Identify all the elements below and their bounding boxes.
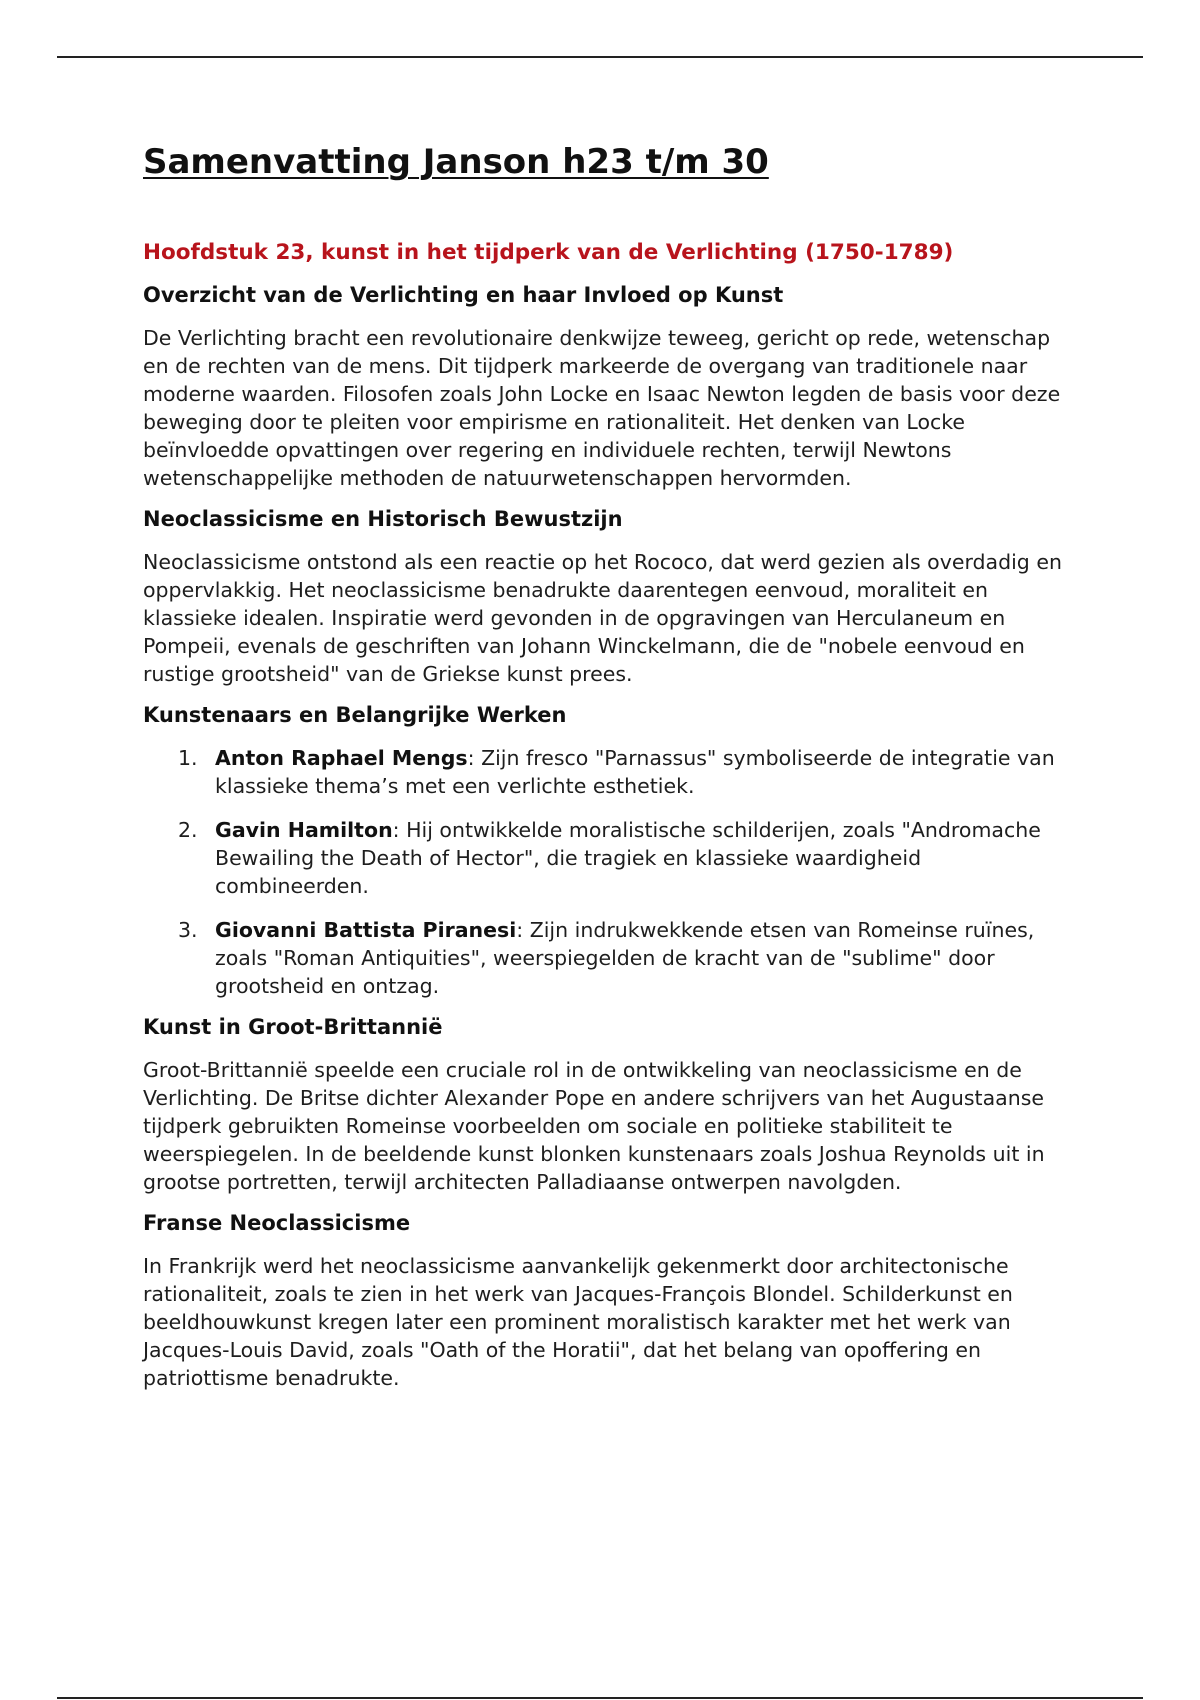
- artist-description: : Hij ontwikkelde moralistische schilderijen, zoals "Andromache Bewailing the Death of Hector", die tragiek en klassieke waardigheid combineerden.: [215, 818, 1041, 898]
- section-paragraph-groot-brittannie: Groot-Brittannië speelde een cruciale rol in de ontwikkeling van neoclassicisme en de Verlichting. De Britse dichter Alexander Pope en andere schrijvers van het Augustaanse tijdperk gebruikten Romeinse voorbeelden om sociale en politieke stabiliteit te weerspiegelen. In de beeldende kunst blonken kunstenaars zoals Joshua Reynolds uit in grootse portretten, terwijl architecten Palladiaanse ontwerpen navolgden.: [143, 1058, 1045, 1194]
- artist-name: Giovanni Battista Piranesi: [215, 918, 517, 942]
- artist-description: : Zijn fresco "Parnassus" symboliseerde de integratie van klassieke thema’s met een verlichte esthetiek.: [215, 746, 1055, 798]
- section-paragraph-franse-neoclassicisme: In Frankrijk werd het neoclassicisme aanvankelijk gekenmerkt door architectonische rationaliteit, zoals te zien in het werk van Jacques-François Blondel. Schilderkunst en beeldhouwkunst kregen later een prominent moralistisch karakter met het werk van Jacques-Louis David, zoals "Oath of the Horatii", dat het belang van opoffering en patriottisme benadrukte.: [143, 1254, 1013, 1390]
- section-heading-groot-brittannie: Kunst in Groot-Brittannië: [143, 1015, 443, 1039]
- section-heading-verlichting: Overzicht van de Verlichting en haar Invloed op Kunst: [143, 283, 784, 307]
- section-paragraph-neoclassicisme: Neoclassicisme ontstond als een reactie op het Rococo, dat werd gezien als overdadig en oppervlakkig. Het neoclassicisme benadrukte daarentegen eenvoud, moraliteit en klassieke idealen. Inspiratie werd gevonden in de opgravingen van Herculaneum en Pompeii, evenals de geschriften van Johann Winckelmann, die de "nobele eenvoud en rustige grootsheid" van de Griekse kunst prees.: [143, 550, 1062, 686]
- page-bottom-rule: [57, 1697, 1143, 1699]
- section-paragraph-verlichting: De Verlichting bracht een revolutionaire denkwijze teweeg, gericht op rede, wetenschap en de rechten van de mens. Dit tijdperk markeerde de overgang van traditionele naar moderne waarden. Filosofen zoals John Locke en Isaac Newton legden de basis voor deze beweging door te pleiten voor empirisme en rationaliteit. Het denken van Locke beïnvloedde opvattingen over regering en individuele rechten, terwijl Newtons wetenschappelijke methoden de natuurwetenschappen hervormden.: [143, 326, 1061, 490]
- chapter-heading: Hoofdstuk 23, kunst in het tijdperk van de Verlichting (1750-1789): [143, 240, 954, 265]
- artist-list: [143, 744, 1063, 1000]
- artist-name: Gavin Hamilton: [215, 818, 393, 842]
- document-body: [143, 140, 1063, 1392]
- list-item: [178, 744, 1063, 800]
- document-title: Samenvatting Janson h23 t/m 30: [143, 142, 769, 182]
- section-heading-franse-neoclassicisme: Franse Neoclassicisme: [143, 1211, 411, 1235]
- list-item-number: 2.: [178, 818, 198, 842]
- list-item-number: 1.: [178, 746, 198, 770]
- section-heading-kunstenaars: Kunstenaars en Belangrijke Werken: [143, 703, 567, 727]
- list-item: [178, 816, 1063, 900]
- list-item-number: 3.: [178, 918, 198, 942]
- section-heading-neoclassicisme: Neoclassicisme en Historisch Bewustzijn: [143, 507, 623, 531]
- page-top-rule: [57, 56, 1143, 58]
- artist-name: Anton Raphael Mengs: [215, 746, 468, 770]
- artist-description: : Zijn indrukwekkende etsen van Romeinse ruïnes, zoals "Roman Antiquities", weerspiegelden de kracht van de "sublime" door grootsheid en ontzag.: [215, 918, 1035, 998]
- list-item: [178, 916, 1063, 1000]
